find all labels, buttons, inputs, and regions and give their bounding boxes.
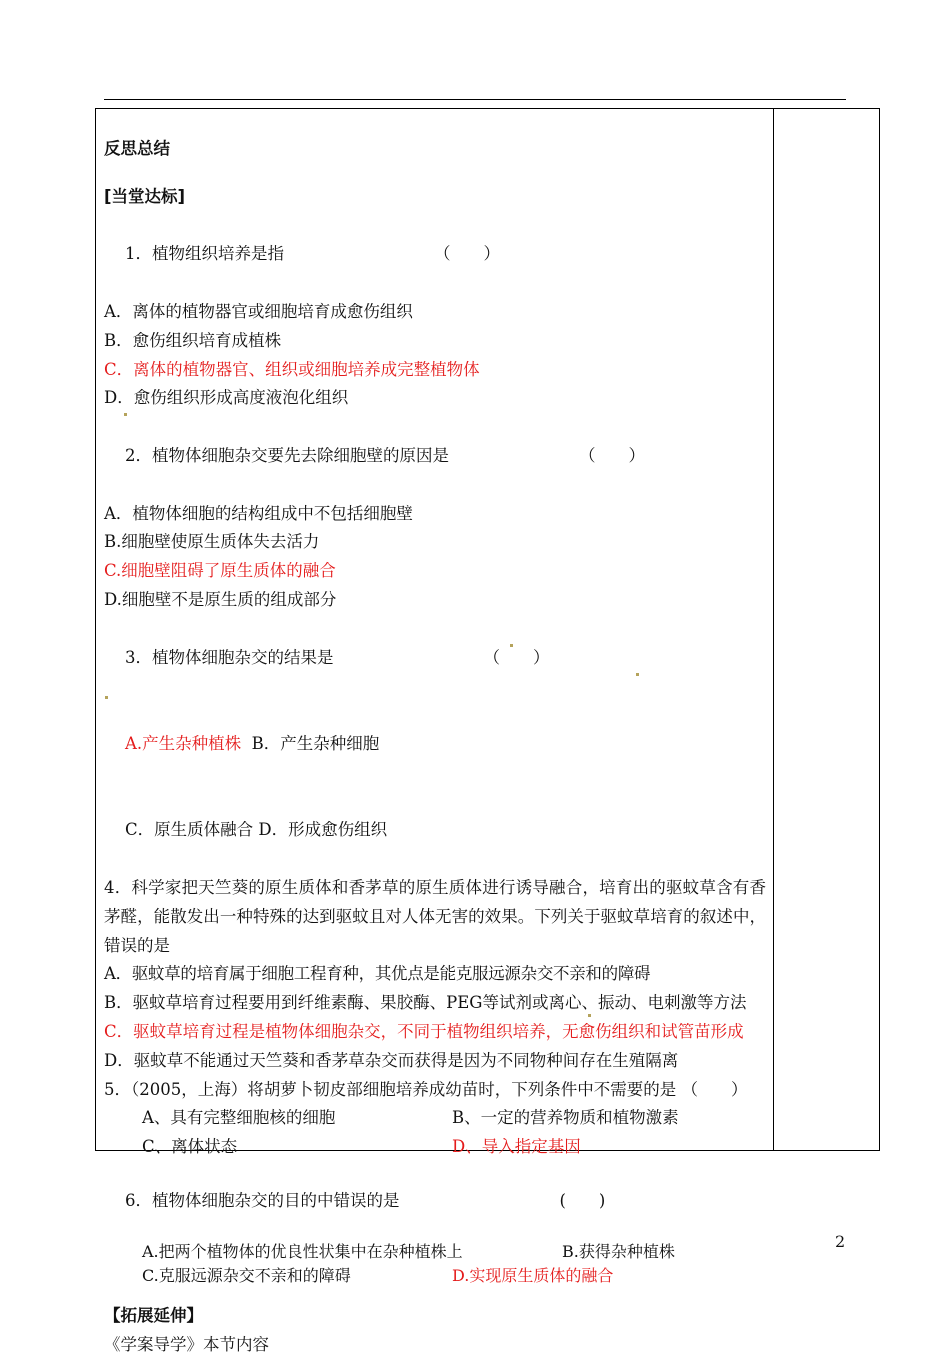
q3-stem: 3．植物体细胞杂交的结果是: [124, 647, 334, 667]
q3-option-c: C．原生质体融合: [124, 820, 254, 840]
q6-options-row1: [104, 1240, 766, 1264]
q3-option-a: A.产生杂种植株: [124, 733, 242, 753]
q5-option-d: D、导入指定基因: [452, 1137, 581, 1157]
q1-stem: 1．植物组织培养是指: [124, 244, 284, 264]
q5-stem: [104, 1076, 766, 1105]
q5-option-a: A、具有完整细胞核的细胞: [142, 1108, 336, 1128]
stray-mark: [105, 696, 108, 699]
q6-options-row2: [104, 1264, 766, 1288]
q2-option-d: D.细胞壁不是原生质的组成部分: [104, 589, 337, 609]
section-title: 反思总结: [104, 139, 170, 158]
q4-stem: 4．科学家把天竺葵的原生质体和香茅草的原生质体进行诱导融合，培育出的驱蚊草含有香茅醛，能散发出一种特殊的达到驱蚊且对人体无害的效果。下列关于驱蚊草培育的叙述中，错误的是: [104, 877, 766, 955]
q2-stem-row: [104, 413, 766, 499]
stray-mark: [510, 644, 513, 647]
q1-paren: （ ）: [433, 244, 500, 264]
header-rule: [104, 99, 846, 100]
table-column-divider: [773, 108, 774, 1151]
q3-options-row1: [104, 701, 766, 787]
q2-stem: 2．植物体细胞杂交要先去除细胞壁的原因是: [124, 445, 449, 465]
q2-paren: （ ）: [578, 445, 645, 465]
q3-option-b: B．产生杂种细胞: [251, 733, 380, 753]
q6-option-d: D.实现原生质体的融合: [452, 1265, 614, 1285]
stray-mark: [588, 1014, 591, 1017]
q5-option-c: C、离体状态: [142, 1137, 238, 1157]
q5-stem-text: 5．（2005，上海）将胡萝卜韧皮部细胞培养成幼苗时，下列条件中不需要的是: [104, 1079, 677, 1099]
q6-option-a: A.把两个植物体的优良性状集中在杂种植株上: [142, 1241, 463, 1261]
q3-paren: （ ）: [483, 647, 550, 667]
q6-option-b: B.获得杂种植株: [562, 1241, 675, 1261]
q3-option-d: D．形成愈伤组织: [258, 820, 388, 840]
q4-option-b: B．驱蚊草培育过程要用到纤维素酶、果胶酶、PEG等试剂或离心、振动、电刺激等方法: [104, 993, 747, 1013]
stray-mark: [124, 413, 127, 416]
q5-paren: （ ）: [681, 1079, 748, 1099]
q4-option-c: C．驱蚊草培育过程是植物体细胞杂交，不同于植物组织培养，无愈伤组织和试管苗形成: [104, 1021, 744, 1041]
q3-stem-row: [104, 615, 766, 701]
q2-option-b: B.细胞壁使原生质体失去活力: [104, 532, 320, 552]
q1-option-c: C．离体的植物器官、组织或细胞培养成完整植物体: [104, 359, 480, 379]
q4-option-a: A．驱蚊草的培育属于细胞工程育种，其优点是能克服远源杂交不亲和的障碍: [104, 964, 651, 984]
q5-option-b: B、一定的营养物质和植物激素: [452, 1108, 679, 1128]
q6-stem-row: [104, 1162, 766, 1240]
extension-text: 《学案导学》本节内容: [104, 1334, 269, 1354]
q1-stem-row: [104, 212, 766, 298]
q1-option-d: D．愈伤组织形成高度液泡化组织: [104, 388, 349, 408]
quiz-heading: [当堂达标]: [104, 186, 186, 206]
q6-option-c: C.克服远源杂交不亲和的障碍: [142, 1265, 351, 1285]
q5-options-row1: [104, 1104, 766, 1133]
q6-paren: ( ): [559, 1190, 606, 1210]
q5-options-row2: [104, 1133, 766, 1162]
q6-stem: 6．植物体细胞杂交的目的中错误的是: [124, 1190, 400, 1210]
q1-option-a: A．离体的植物器官或细胞培育成愈伤组织: [104, 301, 413, 321]
q2-option-c: C.细胞壁阻碍了原生质体的融合: [104, 561, 336, 581]
q3-options-row2: [104, 788, 766, 874]
page-number: 2: [835, 1232, 846, 1251]
q2-option-a: A．植物体细胞的结构组成中不包括细胞壁: [104, 503, 413, 523]
q4-option-d: D．驱蚊草不能通过天竺葵和香茅草杂交而获得是因为不同物种间存在生殖隔离: [104, 1050, 679, 1070]
stray-mark: [636, 673, 639, 676]
main-cell: [104, 135, 766, 1359]
q1-option-b: B．愈伤组织培育成植株: [104, 330, 282, 350]
extension-heading: 【拓展延伸】: [104, 1305, 203, 1325]
